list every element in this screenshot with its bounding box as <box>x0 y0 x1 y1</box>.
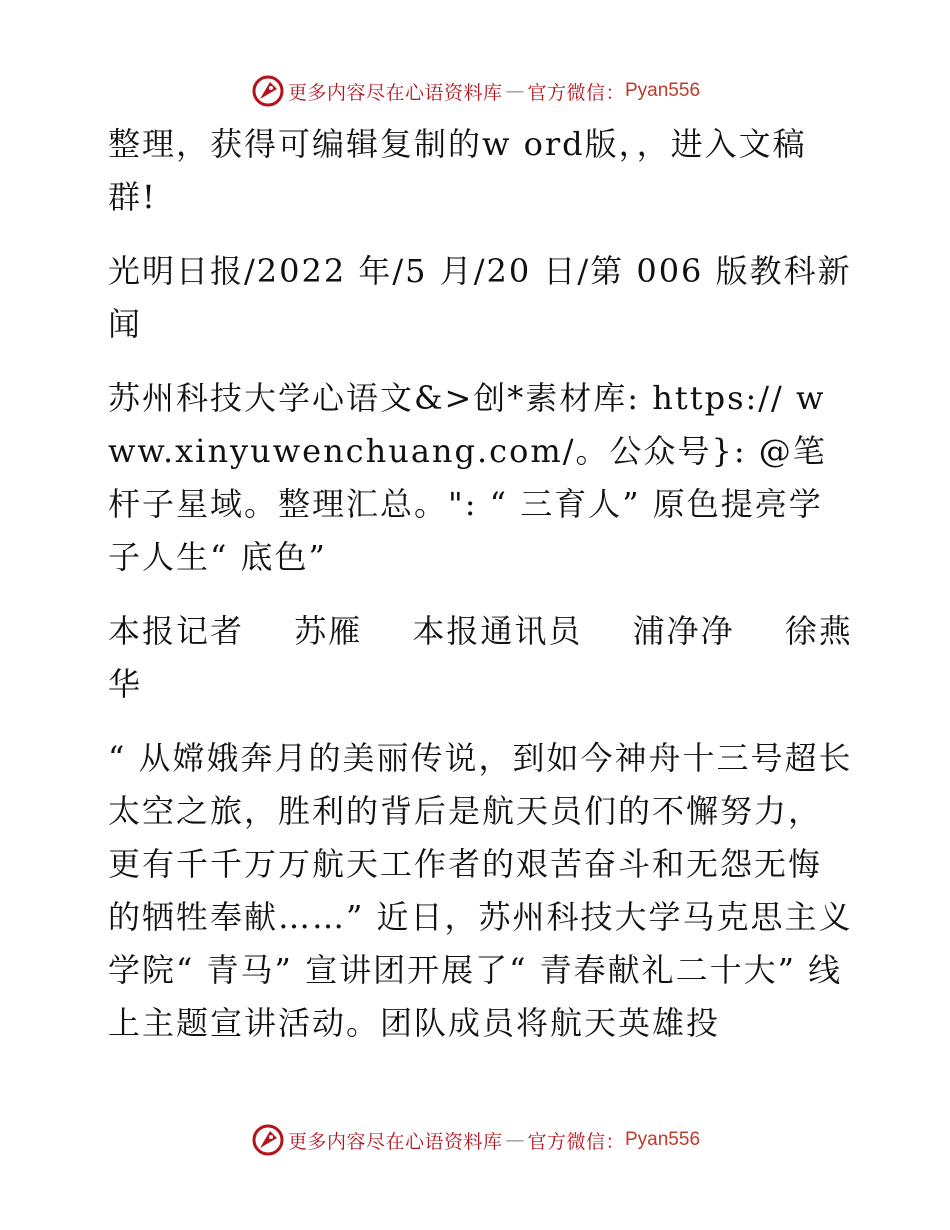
footer-watermark <box>0 1122 950 1158</box>
watermark-label: 官方微信： <box>527 81 625 104</box>
byline-reporter-label: 本报记者 <box>108 612 245 650</box>
watermark-text: 更多内容尽在心语资料库 <box>287 81 503 104</box>
byline-reporter-name: 苏雁 <box>294 612 363 650</box>
watermark-handle: Pyan556 <box>625 1129 701 1150</box>
byline <box>98 605 854 711</box>
watermark-separator: — <box>505 80 525 102</box>
watermark-label: 官方微信： <box>527 1130 625 1153</box>
pen-nib-logo-icon <box>250 73 286 109</box>
watermark-separator: — <box>505 1129 525 1151</box>
body-paragraph: “ 从嫦娥奔月的美丽传说，到如今神舟十三号超长太空之旅，胜利的背后是航天员们的不懈努力，更有千千万万航天工作者的艰苦奋斗和无怨无悔的牺牲奉献……” 近日，苏州科技大学马克思主义学院“ 青马” 宣讲团开展了“ 青春献礼二十大” 线上主题宣讲活动。团队成员将航天英雄投 <box>108 739 853 1042</box>
source-line: 光明日报/2022 年/5 月/20 日/第 006 版教科新闻 <box>108 252 852 343</box>
intro-paragraph: 整理，获得可编辑复制的w ord版，，进入文稿群! <box>108 125 807 216</box>
header-watermark <box>0 73 950 109</box>
watermark-handle: Pyan556 <box>625 80 701 101</box>
document-body <box>98 118 854 1071</box>
watermark-text: 更多内容尽在心语资料库 <box>287 1130 503 1153</box>
byline-correspondent-name-1: 浦净净 <box>632 612 735 650</box>
pen-nib-logo-icon <box>250 1122 286 1158</box>
byline-correspondent-label: 本报通讯员 <box>412 612 583 650</box>
byline-correspondent-name-2: 徐燕华 <box>108 612 853 703</box>
headline: 苏州科技大学心语文&>创*素材库: https:// www.xinyuwenchuang.com/。公众号}: @笔杆子星域。整理汇总。": “ 三育人” 原色提亮学子人生“ 底色” <box>108 379 827 576</box>
